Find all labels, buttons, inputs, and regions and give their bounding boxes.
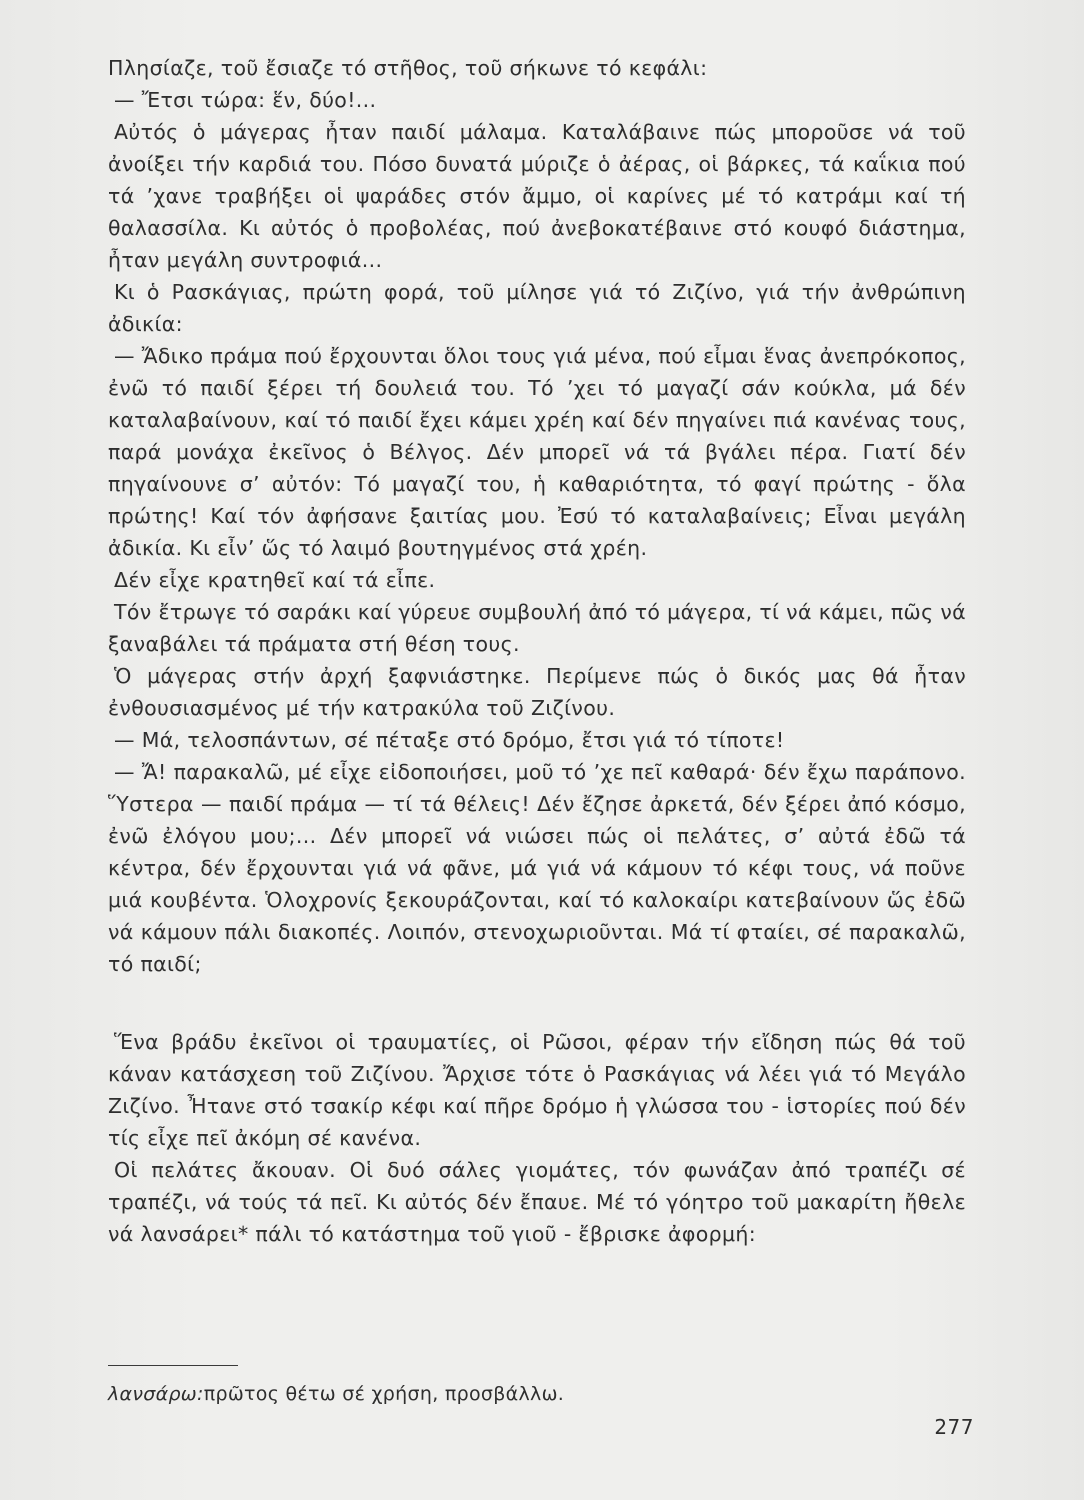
page-number: 277 (934, 1415, 974, 1439)
footnote (108, 1380, 966, 1408)
paragraph: Ὁ μάγερας στήν ἀρχή ξαφνιάστηκε. Περίμενε πώς ὁ δικός μας θά ἦταν ἐνθουσιασμένος μέ τήν κατρακύλα τοῦ Ζιζίνου. (108, 664, 966, 720)
paragraph: Ἕνα βράδυ ἐκεῖνοι οἱ τραυματίες, οἱ Ρῶσοι, φέραν τήν εἴδηση πώς θά τοῦ κάναν κατάσχεση τοῦ Ζιζίνου. Ἄρχισε τότε ὁ Ρασκάγιας νά λέει γιά τό Μεγάλο Ζιζίνο. Ἦτανε στό τσακίρ κέφι καί πῆρε δρόμο ἡ γλώσσα του - ἱστορίες πού δέν τίς εἶχε πεῖ ἀκόμη σέ κανένα. (108, 1030, 966, 1150)
paragraph: Αὐτός ὁ μάγερας ἦταν παιδί μάλαμα. Καταλάβαινε πώς μποροῦσε νά τοῦ ἀνοίξει τήν καρδιά του. Πόσο δυνατά μύριζε ὁ ἀέρας, οἱ βάρκες, τά καΐκια πού τά ’χανε τραβήξει οἱ ψαράδες στόν ἄμμο, οἱ καρίνες μέ τό κατράμι καί τή θαλασσίλα. Κι αὐτός ὁ προβολέας, πού ἀνεβοκατέβαινε στό κουφό διάστημα, ἦταν μεγάλη συντροφιά... (108, 120, 966, 272)
paragraph: Κι ὁ Ρασκάγιας, πρώτη φορά, τοῦ μίλησε γιά τό Ζιζίνο, γιά τήν ἀνθρώπινη ἀδικία: (108, 280, 966, 336)
paragraph: Δέν εἶχε κρατηθεῖ καί τά εἶπε. (114, 568, 436, 592)
paragraph: Τόν ἔτρωγε τό σαράκι καί γύρευε συμβουλή ἀπό τό μάγερα, τί νά κάμει, πῶς νά ξαναβάλει τά πράματα στή θέση τους. (108, 600, 966, 656)
footnote-term: λανσάρω: (108, 1383, 204, 1405)
section-break (108, 980, 966, 1026)
paragraph: — Ἄδικο πράμα πού ἔρχουνται ὅλοι τους γιά μένα, πού εἶμαι ἕνας ἀνεπρόκοπος, ἐνῶ τό παιδί ξέρει τή δουλειά του. Τό ’χει τό μαγαζί σάν κούκλα, μά δέν καταλαβαίνουν, καί τό παιδί ἔχει κάμει χρέη καί δέν πηγαίνει πιά κανένας τους, παρά μονάχα ἐκεῖνος ὁ Βέλγος. Δέν μπορεῖ νά τά βγάλει πέρα. Γιατί δέν πηγαίνουνε σ’ αὐτόν: Τό μαγαζί του, ἡ καθαριότητα, τό φαγί πρώτης - ὅλα πρώτης! Καί τόν ἀφήσανε ξαιτίας μου. Ἐσύ τό καταλαβαίνεις; Εἶναι μεγάλη ἀδικία. Κι εἶν’ ὥς τό λαιμό βουτηγμένος στά χρέη. (108, 344, 966, 560)
paragraph: Οἱ πελάτες ἄκουαν. Οἱ δυό σάλες γιομάτες, τόν φωνάζαν ἀπό τραπέζι σέ τραπέζι, νά τούς τά πεῖ. Κι αὐτός δέν ἔπαυε. Μέ τό γόητρο τοῦ μακαρίτη ἤθελε νά λανσάρει* πάλι τό κατάστημα τοῦ γιοῦ - ἔβρισκε ἀφορμή: (108, 1158, 966, 1246)
main-text (108, 52, 966, 1250)
paragraph: — Ἔτσι τώρα: ἕν, δύο!... (114, 88, 377, 112)
paragraph: — Ἄ! παρακαλῶ, μέ εἶχε εἰδοποιήσει, μοῦ τό ’χε πεῖ καθαρά· δέν ἔχω παράπονο. Ὕστερα — παιδί πράμα — τί τά θέλεις! Δέν ἔζησε ἀρκετά, δέν ξέρει ἀπό κόσμο, ἐνῶ ἐλόγου μου;... Δέν μπορεῖ νά νιώσει πώς οἱ πελάτες, σ’ αὐτά ἐδῶ τά κέντρα, δέν ἔρχουνται γιά νά φᾶνε, μά γιά νά κάμουν τό κέφι τους, νά ποῦνε μιά κουβέντα. Ὁλοχρονίς ξεκουράζονται, καί τό καλοκαίρι κατεβαίνουν ὥς ἐδῶ νά κάμουν πάλι διακοπές. Λοιπόν, στενοχωριοῦνται. Μά τί φταίει, σέ παρακαλῶ, τό παιδί; (108, 760, 966, 976)
footnote-definition: πρῶτος θέτω σέ χρήση, προσβάλλω. (203, 1383, 565, 1405)
paragraph: — Μά, τελοσπάντων, σέ πέταξε στό δρόμο, ἔτσι γιά τό τίποτε! (114, 728, 785, 752)
paragraph: Πλησίαζε, τοῦ ἔσιαζε τό στῆθος, τοῦ σήκωνε τό κεφάλι: (108, 56, 708, 80)
footnote-divider (108, 1365, 238, 1366)
